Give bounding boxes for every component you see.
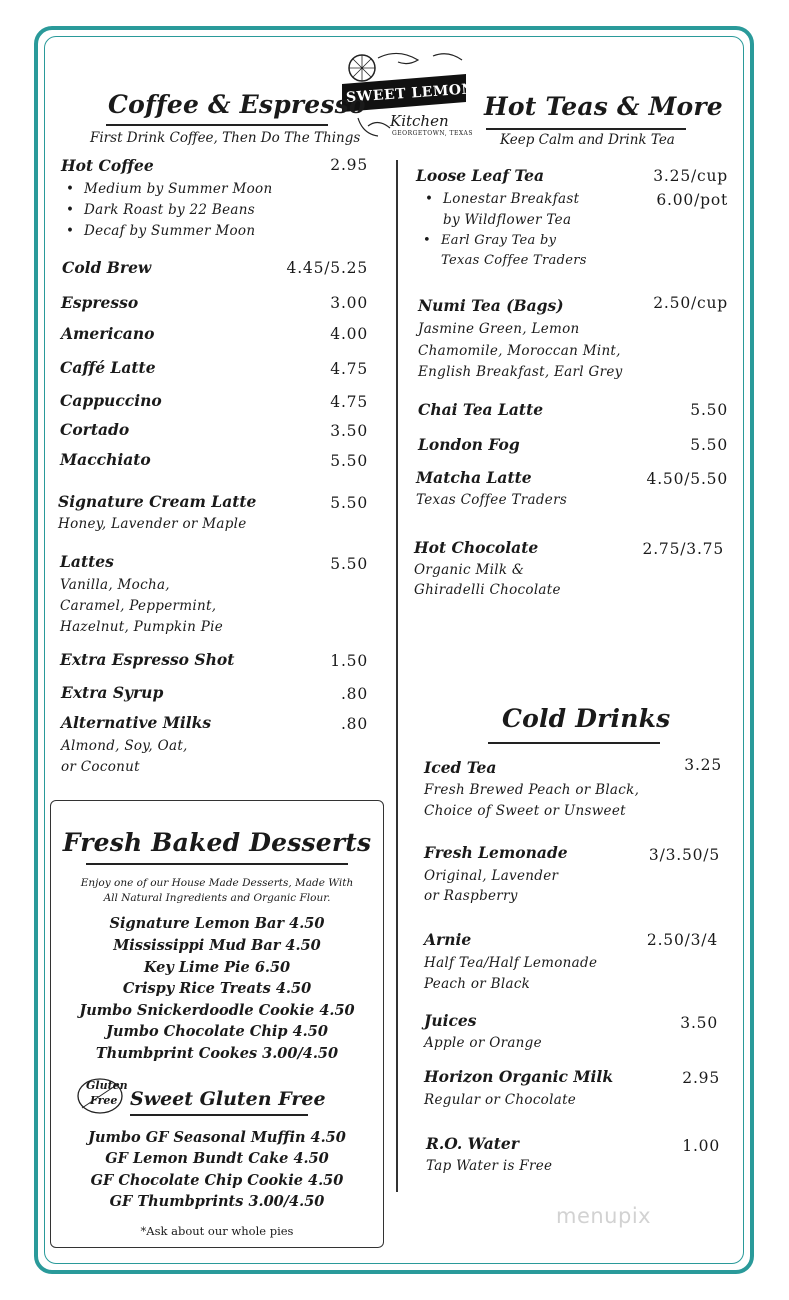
numi-tea-price: 2.50/cup [653, 294, 728, 312]
chai-latte-name: Chai Tea Latte [418, 400, 544, 419]
lattes-flavor-line: Hazelnut, Pumpkin Pie [60, 619, 224, 635]
cold-brew-price: 4.45/5.25 [286, 259, 368, 277]
desserts-intro-line: All Natural Ingredients and Organic Flour. [103, 892, 331, 904]
cold-drinks-underline [488, 742, 660, 744]
teas-tagline: Keep Calm and Drink Tea [500, 132, 675, 148]
logo-subtitle: Kitchen [390, 112, 449, 130]
espresso-price: 3.00 [330, 294, 368, 312]
extra-shot-price: 1.50 [330, 652, 368, 670]
lattes-flavor-line: Caramel, Peppermint, [60, 598, 217, 614]
teas-section-title: Hot Teas & More [484, 92, 723, 121]
gluten-free-icon [76, 1076, 128, 1116]
ro-water-name: R.O. Water [426, 1134, 519, 1153]
hot-chocolate-price: 2.75/3.75 [642, 540, 724, 558]
loose-leaf-option: • Lonestar Breakfast [425, 189, 579, 210]
dessert-item: Jumbo Snickerdoodle Cookie 4.50 [79, 1002, 355, 1019]
matcha-latte-price: 4.50/5.50 [646, 470, 728, 488]
arnie-name: Arnie [424, 930, 472, 949]
iced-tea-desc-line: Choice of Sweet or Unsweet [424, 803, 626, 819]
arnie-price: 2.50/3/4 [646, 931, 718, 949]
lattes-price: 5.50 [330, 555, 368, 573]
arnie-desc-line: Half Tea/Half Lemonade [424, 955, 598, 971]
caffe-latte-name: Caffé Latte [60, 358, 156, 377]
cold-drinks-title: Cold Drinks [502, 704, 671, 733]
matcha-latte-name: Matcha Latte [416, 468, 532, 487]
lattes-name: Lattes [60, 552, 114, 571]
hot-chocolate-name: Hot Chocolate [414, 538, 539, 557]
americano-price: 4.00 [330, 325, 368, 343]
americano-name: Americano [61, 324, 155, 343]
gluten-free-title: Sweet Gluten Free [130, 1088, 326, 1110]
gluten-free-item: GF Chocolate Chip Cookie 4.50 [90, 1172, 344, 1189]
gluten-free-underline [130, 1114, 308, 1116]
alt-milks-option-line: Almond, Soy, Oat, [61, 738, 188, 754]
lemonade-desc-line: or Raspberry [424, 888, 518, 904]
london-fog-price: 5.50 [690, 436, 728, 454]
logo-title: SWEET LEMON [345, 81, 476, 107]
espresso-name: Espresso [61, 293, 139, 312]
signature-latte-desc: Honey, Lavender or Maple [58, 516, 247, 532]
alt-milks-option-line: or Coconut [61, 759, 140, 775]
gluten-free-badge-line: Free [90, 1094, 118, 1107]
horizon-milk-price: 2.95 [682, 1069, 720, 1087]
hot-chocolate-desc-line: Ghiradelli Chocolate [414, 582, 561, 598]
loose-leaf-price-pot: 6.00/pot [656, 191, 728, 209]
lemonade-name: Fresh Lemonade [424, 843, 568, 862]
macchiato-name: Macchiato [60, 450, 151, 469]
whole-pies-note: *Ask about our whole pies [140, 1224, 294, 1238]
hot-coffee-price: 2.95 [330, 156, 368, 174]
iced-tea-name: Iced Tea [424, 758, 497, 777]
gluten-free-item: Jumbo GF Seasonal Muffin 4.50 [88, 1129, 346, 1146]
juices-desc: Apple or Orange [424, 1035, 542, 1051]
juices-price: 3.50 [680, 1014, 718, 1032]
lemonade-price: 3/3.50/5 [648, 846, 720, 864]
cappuccino-name: Cappuccino [60, 391, 162, 410]
dessert-item: Jumbo Chocolate Chip 4.50 [106, 1023, 328, 1040]
numi-tea-name: Numi Tea (Bags) [418, 296, 564, 315]
cappuccino-price: 4.75 [330, 393, 368, 411]
numi-tea-flavor-line: Chamomile, Moroccan Mint, [418, 343, 621, 359]
loose-leaf-option-line: Texas Coffee Traders [441, 253, 587, 268]
matcha-latte-desc: Texas Coffee Traders [416, 492, 568, 508]
gluten-free-badge-line: Gluten [86, 1079, 128, 1092]
extra-shot-name: Extra Espresso Shot [60, 650, 235, 669]
chai-latte-price: 5.50 [690, 401, 728, 419]
hot-chocolate-desc-line: Organic Milk & [414, 562, 525, 578]
macchiato-price: 5.50 [330, 452, 368, 470]
signature-latte-name: Signature Cream Latte [58, 492, 257, 511]
cold-brew-name: Cold Brew [62, 258, 152, 277]
alt-milks-name: Alternative Milks [61, 713, 212, 732]
extra-syrup-name: Extra Syrup [61, 683, 164, 702]
ro-water-price: 1.00 [682, 1137, 720, 1155]
menupix-watermark: menupix [556, 1204, 652, 1228]
dessert-item: Signature Lemon Bar 4.50 [109, 915, 325, 932]
dessert-item: Mississippi Mud Bar 4.50 [113, 937, 321, 954]
teas-title-underline [486, 128, 686, 130]
hot-coffee-option: • Medium by Summer Moon [66, 179, 272, 200]
arnie-desc-line: Peach or Black [424, 976, 531, 992]
hot-coffee-name: Hot Coffee [61, 156, 154, 175]
iced-tea-price: 3.25 [684, 756, 722, 774]
loose-leaf-option: • Earl Gray Tea by [423, 230, 556, 251]
london-fog-name: London Fog [418, 435, 520, 454]
signature-latte-price: 5.50 [330, 494, 368, 512]
ro-water-desc: Tap Water is Free [426, 1158, 553, 1174]
caffe-latte-price: 4.75 [330, 360, 368, 378]
numi-tea-flavor-line: English Breakfast, Earl Grey [418, 364, 623, 380]
alt-milks-price: .80 [340, 715, 368, 733]
logo-location: GEORGETOWN, TEXAS [392, 130, 473, 137]
horizon-milk-name: Horizon Organic Milk [424, 1067, 614, 1086]
coffee-title-underline [106, 124, 328, 126]
desserts-intro-line: Enjoy one of our House Made Desserts, Made With [80, 877, 354, 889]
dessert-item: Thumbprint Cookes 3.00/4.50 [95, 1045, 339, 1062]
cortado-name: Cortado [60, 420, 130, 439]
dessert-item: Crispy Rice Treats 4.50 [122, 980, 312, 997]
extra-syrup-price: .80 [340, 685, 368, 703]
loose-leaf-option-line: by Wildflower Tea [443, 212, 572, 228]
hot-coffee-option: • Decaf by Summer Moon [66, 221, 255, 242]
dessert-item: Key Lime Pie 6.50 [143, 959, 291, 976]
juices-name: Juices [424, 1011, 477, 1030]
iced-tea-desc-line: Fresh Brewed Peach or Black, [424, 782, 640, 798]
cortado-price: 3.50 [330, 422, 368, 440]
column-divider [396, 160, 398, 1192]
lattes-flavor-line: Vanilla, Mocha, [60, 577, 170, 593]
coffee-section-title: Coffee & Espresso [108, 90, 366, 119]
loose-leaf-name: Loose Leaf Tea [416, 166, 545, 185]
hot-coffee-option: • Dark Roast by 22 Beans [66, 200, 255, 221]
gluten-free-item: GF Thumbprints 3.00/4.50 [109, 1193, 325, 1210]
loose-leaf-price-cup: 3.25/cup [653, 167, 728, 185]
gluten-free-item: GF Lemon Bundt Cake 4.50 [105, 1150, 329, 1167]
numi-tea-flavor-line: Jasmine Green, Lemon [418, 321, 580, 337]
lemonade-desc-line: Original, Lavender [424, 868, 559, 884]
horizon-milk-desc: Regular or Chocolate [424, 1092, 577, 1108]
coffee-tagline: First Drink Coffee, Then Do The Things [90, 130, 361, 146]
desserts-title: Fresh Baked Desserts [62, 828, 372, 857]
desserts-title-underline [86, 863, 348, 865]
